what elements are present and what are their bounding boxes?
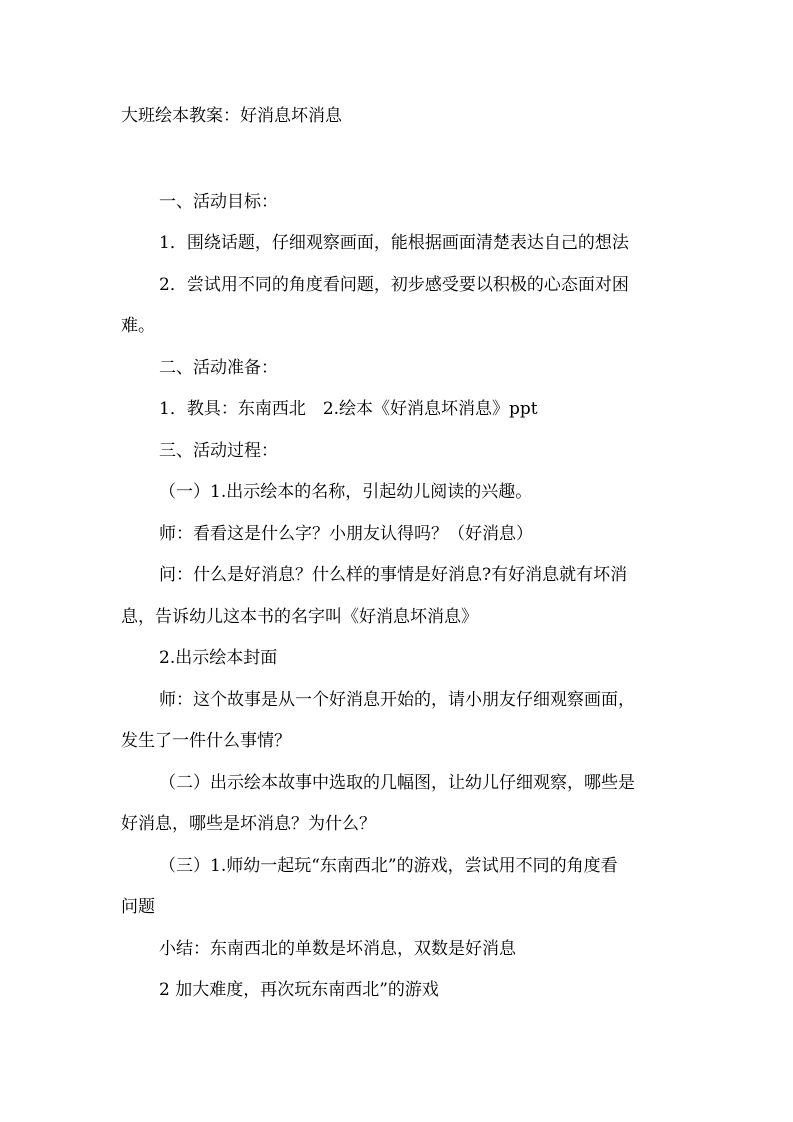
paragraph-line: 好消息，哪些是坏消息？为什么？ bbox=[121, 814, 376, 834]
section-heading-process: 三、活动过程： bbox=[159, 441, 278, 461]
paragraph-line: 1．教具：东南西北 2.绘本《好消息坏消息》ppt bbox=[159, 399, 538, 419]
paragraph-line: 小结：东南西北的单数是坏消息，双数是好消息 bbox=[159, 939, 516, 959]
section-heading-goals: 一、活动目标： bbox=[159, 192, 278, 212]
paragraph-line: 1．围绕话题，仔细观察画面，能根据画面清楚表达自己的想法 bbox=[159, 233, 629, 253]
paragraph-line: 发生了一件什么事情？ bbox=[121, 731, 291, 751]
paragraph-line: 息，告诉幼儿这本书的名字叫《好消息坏消息》 bbox=[121, 607, 478, 627]
paragraph-line: 2 加大难度，再次玩东南西北”的游戏 bbox=[159, 980, 439, 1000]
paragraph-line: （三）1.师幼一起玩“东南西北”的游戏，尝试用不同的角度看 bbox=[159, 856, 618, 876]
document-title: 大班绘本教案：好消息坏消息 bbox=[121, 106, 342, 126]
section-heading-preparation: 二、活动准备： bbox=[159, 358, 278, 378]
paragraph-line: （一）1.出示绘本的名称，引起幼儿阅读的兴趣。 bbox=[159, 482, 533, 502]
paragraph-line: 师：这个故事是从一个好消息开始的，请小朋友仔细观察画面， bbox=[159, 690, 635, 710]
paragraph-line: 2．尝试用不同的角度看问题，初步感受要以积极的心态面对困 bbox=[159, 275, 629, 295]
paragraph-line: 师：看看这是什么字？小朋友认得吗？（好消息） bbox=[159, 524, 533, 544]
paragraph-line: （二）出示绘本故事中选取的几幅图，让幼儿仔细观察，哪些是 bbox=[159, 773, 635, 793]
paragraph-line: 难。 bbox=[121, 316, 155, 336]
paragraph-line: 问题 bbox=[121, 897, 155, 917]
paragraph-line: 2.出示绘本封面 bbox=[159, 648, 278, 668]
paragraph-line: 问：什么是好消息？什么样的事情是好消息?有好消息就有坏消 bbox=[159, 565, 628, 585]
